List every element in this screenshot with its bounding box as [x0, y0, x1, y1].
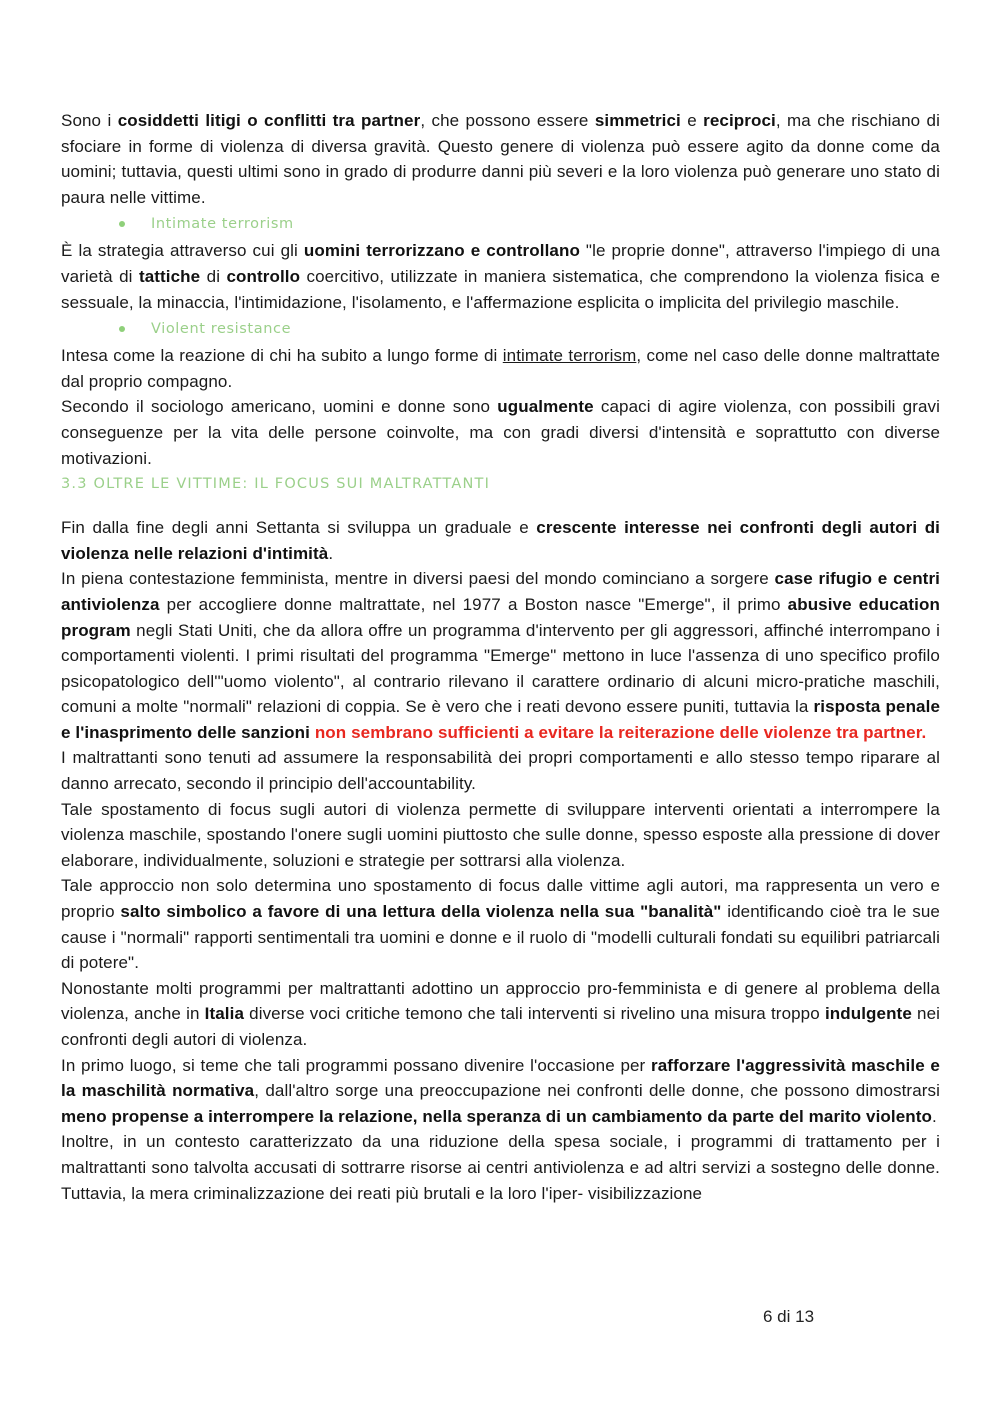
bold-text: cosiddetti litigi o conflitti tra partner — [117, 111, 421, 130]
bullet-dot-icon — [119, 221, 125, 227]
text: Tale approccio non solo determina uno spostamento di focus dalle vittime agli autori, ma rappresenta un vero e proprio — [61, 876, 940, 922]
paragraph-conflicts — [61, 108, 940, 210]
paragraph-sociologist — [61, 394, 940, 471]
text: Fin dalla fine degli anni Settanta si sviluppa un graduale e — [61, 518, 537, 538]
bold-text: indulgente — [824, 1004, 912, 1024]
text: In primo luogo, si teme che tali programmi possano divenire l'occasione per — [61, 1055, 652, 1075]
paragraph-social-spending: Inoltre, in un contesto caratterizzato da una riduzione della spesa sociale, i programmi di trattamento per i maltrattanti sono talvolta accusati di sottrarre risorse ai centri antiviolenza e ad altri servizi a sostegno delle donne. Tuttavia, la mera criminalizzazione dei reati più brutali e la loro l'iper- visibilizzazione — [61, 1132, 940, 1203]
text: di — [200, 266, 227, 286]
bold-text: ugualmente — [497, 397, 594, 417]
text: diverse voci critiche temono che tali interventi si rivelino una misura troppo — [244, 1004, 825, 1024]
bold-text: case rifugio e centri antiviolenza — [61, 569, 940, 614]
text: nei confronti degli autori di violenza. — [61, 1004, 941, 1049]
paragraph-concerns — [61, 1053, 940, 1130]
text: È la strategia attraverso cui gli — [61, 241, 304, 261]
page-number: 6 di 13 — [763, 1307, 815, 1326]
text: "le proprie donne", attraverso l'impiego di una varietà di — [61, 241, 940, 286]
text: Nonostante molti programmi per maltrattanti adottino un approccio pro-femminista e di genere al problema della violenza, anche in — [61, 978, 940, 1024]
bold-text: controllo — [226, 266, 301, 286]
paragraph-violent-resistance — [61, 343, 940, 394]
text: per accogliere donne maltrattate, nel 1977 a Boston nasce "Emerge", il primo — [159, 594, 788, 614]
bold-text: rafforzare l'aggressività maschile e la maschilità normativa — [61, 1055, 940, 1101]
paragraph-intimate-terrorism — [61, 238, 940, 315]
paragraph-italy-critics — [61, 976, 940, 1053]
bullet-violent-resistance — [61, 315, 940, 343]
text: . — [932, 1106, 937, 1126]
text: , che possono essere — [420, 111, 595, 130]
red-highlight-text: non sembrano sufficienti a evitare la reiterazione delle violenze tra partner. — [314, 722, 927, 742]
text: Intesa come la reazione di chi ha subito a lungo forme di — [61, 346, 503, 366]
underlined-text: intimate terrorism — [502, 346, 637, 366]
text: e — [680, 111, 704, 130]
bold-text: crescente interesse nei confronti degli autori di violenza nelle relazioni d'intimità — [61, 518, 941, 563]
paragraph-accountability: I maltrattanti sono tenuti ad assumere la responsabilità dei propri comportamenti e allo stesso tempo riparare al danno arrecato, secondo il principio dell'accountability. — [61, 748, 940, 794]
paragraph-emerge — [61, 566, 940, 745]
bold-text: uomini terrorizzano e controllano — [303, 241, 580, 261]
bold-text: meno propense a interrompere la relazione, nella speranza di un cambiamento da parte del marito violento — [61, 1106, 933, 1126]
bold-text: reciproci — [703, 111, 776, 130]
text: , come nel caso delle donne maltrattate dal proprio compagno. — [61, 346, 940, 391]
text: capaci di agire violenza, con possibili gravi conseguenze per la vita delle persone coinvolte, ma con gradi diversi d'intensità e soprattutto con diverse motivazioni. — [61, 397, 940, 468]
text: Sono i — [61, 111, 118, 130]
paragraph-symbolic-leap — [61, 873, 940, 975]
text: negli Stati Uniti, che da allora offre un programma d'intervento per gli aggressori, affinché interrompano i comportamenti violenti. I primi risultati del programma "Emerge" mettono in luce l'assenza di uno specifico profilo psicopatologico dell'"uomo violento", al contrario rilevano il carattere ordinario di alcuni micro-pratiche maschili, comuni a molte "normali" relazioni di coppia. Se è vero che i reati devono essere puniti, tuttavia la — [61, 620, 940, 717]
text: . — [328, 543, 334, 563]
bold-text: tattiche — [138, 266, 201, 286]
text: , ma che rischiano di sfociare in forme di violenza di diversa gravità. Questo genere di violenza può essere agito da donne come da uomini; tuttavia, questi ultimi sono in grado di produrre danni più severi e la loro violenza può generare uno stato di paura nelle vittime. — [61, 111, 940, 207]
bold-text: simmetrici — [594, 111, 681, 130]
document-body — [61, 108, 940, 1206]
bold-text: risposta penale e l'inasprimento delle sanzioni — [61, 697, 940, 742]
text: In piena contestazione femminista, mentre in diversi paesi del mondo cominciano a sorgere — [61, 569, 775, 589]
section-heading: 3.3 OLTRE LE VITTIME: IL FOCUS SUI MALTRATTANTI — [61, 476, 491, 493]
text: , dall'altro sorge una preoccupazione nei confronti delle donne, che possono dimostrarsi — [254, 1081, 940, 1101]
paragraph-seventies — [61, 515, 940, 566]
bullet-label: Intimate terrorism — [151, 216, 294, 233]
bold-text: abusive education program — [61, 594, 940, 640]
bullet-dot-icon — [119, 326, 125, 332]
bullet-intimate-terrorism — [61, 210, 940, 238]
bold-text: Italia — [204, 1004, 245, 1024]
text: identificando cioè tra le sue cause i "normali" rapporti sentimentali tra uomini e donne e il ruolo di "modelli culturali fondati su equilibri patriarcali di potere". — [61, 902, 940, 973]
paragraph-focus-shift: Tale spostamento di focus sugli autori di violenza permette di sviluppare interventi orientati a interrompere la violenza maschile, spostando l'onere sugli uomini piuttosto che sulle donne, spesso esposte alla pressione di dover elaborare, individualmente, soluzioni e strategie per sottrarsi alla violenza. — [61, 799, 940, 870]
text: Secondo il sociologo americano, uomini e donne sono — [61, 397, 498, 417]
bullet-label: Violent resistance — [151, 321, 292, 338]
bold-text: salto simbolico a favore di una lettura della violenza nella sua "banalità" — [120, 902, 722, 922]
text: coercitivo, utilizzate in maniera sistematica, che comprendono la violenza fisica e sessuale, la minaccia, l'intimidazione, l'isolamento, e l'affermazione esplicita o implicita del privilegio maschile. — [61, 266, 941, 312]
